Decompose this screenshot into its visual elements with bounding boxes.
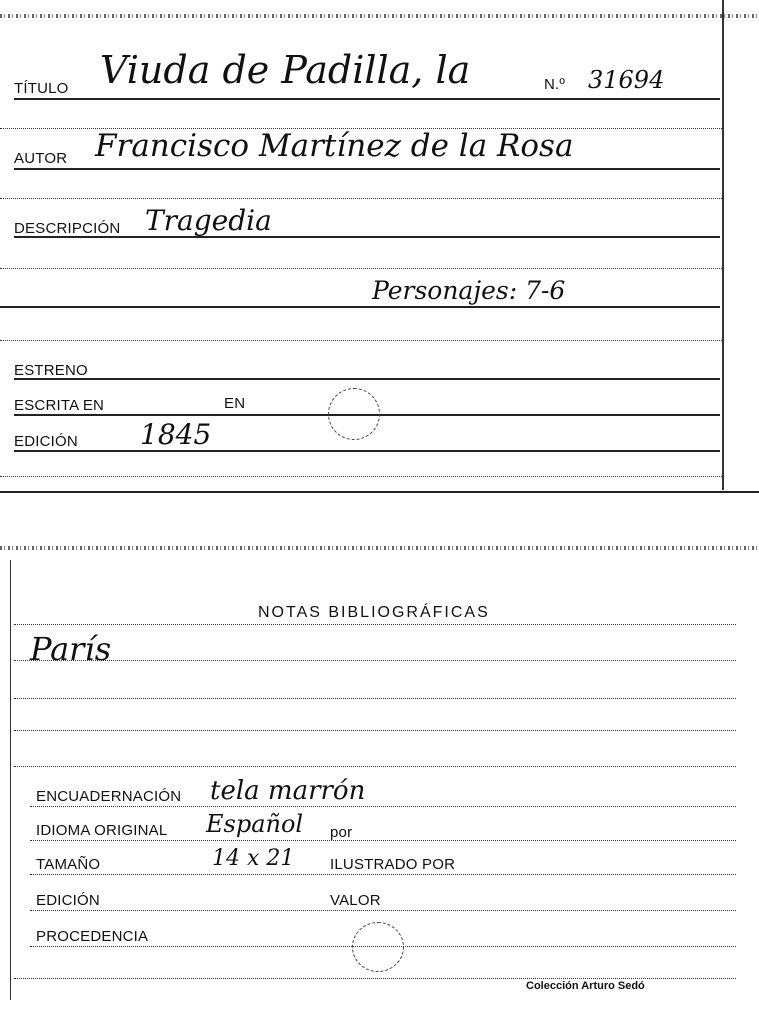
personajes-rule — [0, 306, 720, 308]
dotted-rule — [14, 698, 736, 699]
descripcion-rule — [14, 236, 720, 238]
dotted-rule — [14, 730, 736, 731]
ilustrado-label: ILUSTRADO POR — [330, 856, 456, 873]
edicion-value: 1845 — [140, 418, 212, 451]
card-right-border — [722, 0, 724, 490]
personajes-value: Personajes: 7-6 — [372, 276, 566, 305]
idioma-label: IDIOMA ORIGINAL — [36, 822, 168, 839]
card-bottom-border — [0, 491, 759, 493]
procedencia-label: PROCEDENCIA — [36, 928, 149, 945]
card-left-border — [10, 560, 11, 1000]
encuadernacion-value: tela marrón — [210, 776, 366, 806]
edicion-rule — [14, 450, 720, 452]
dotted-rule — [0, 476, 722, 477]
notas-title: NOTAS BIBLIOGRÁFICAS — [258, 604, 490, 621]
dotted-rule — [14, 660, 736, 661]
dotted-rule — [30, 874, 736, 875]
punch-hole — [352, 922, 404, 972]
descripcion-label: DESCRIPCIÓN — [14, 220, 121, 237]
punch-hole — [328, 388, 380, 440]
dotted-rule — [30, 910, 736, 911]
autor-rule — [14, 168, 720, 170]
titulo-value: Viuda de Padilla, la — [100, 48, 471, 92]
tamano-label: TAMAÑO — [36, 856, 101, 873]
edicion-label-bottom: EDICIÓN — [36, 892, 100, 909]
idioma-value: Español — [206, 810, 304, 838]
dotted-rule — [30, 946, 736, 947]
dotted-rule — [0, 198, 722, 199]
numero-label: N.º — [544, 76, 566, 93]
catalog-card-top — [0, 0, 759, 495]
titulo-label: TÍTULO — [14, 80, 69, 97]
escrita-en-label: ESCRITA EN — [14, 397, 105, 414]
card-top-edge — [0, 546, 759, 550]
en-label: EN — [224, 395, 246, 412]
valor-label: VALOR — [330, 892, 381, 909]
notas-value: París — [30, 630, 112, 668]
catalog-card-bottom — [0, 540, 759, 1010]
dotted-rule — [0, 340, 722, 341]
descripcion-value: Tragedia — [145, 204, 272, 237]
dotted-rule — [30, 840, 736, 841]
autor-label: AUTOR — [14, 150, 68, 167]
numero-value: 31694 — [588, 66, 665, 94]
estreno-rule — [14, 378, 720, 380]
dotted-rule — [14, 978, 736, 979]
estreno-label: ESTRENO — [14, 362, 88, 379]
footer-collection: Colección Arturo Sedó — [526, 980, 645, 992]
por-label: por — [330, 824, 353, 841]
card-top-edge — [0, 14, 759, 18]
dotted-rule — [30, 806, 736, 807]
titulo-rule — [14, 98, 720, 100]
tamano-value: 14 x 21 — [212, 846, 295, 871]
dotted-rule — [0, 268, 722, 269]
encuadernacion-label: ENCUADERNACIÓN — [36, 788, 182, 805]
dotted-rule — [14, 624, 736, 625]
edicion-label: EDICIÓN — [14, 433, 78, 450]
dotted-rule — [14, 766, 736, 767]
autor-value: Francisco Martínez de la Rosa — [95, 128, 574, 164]
